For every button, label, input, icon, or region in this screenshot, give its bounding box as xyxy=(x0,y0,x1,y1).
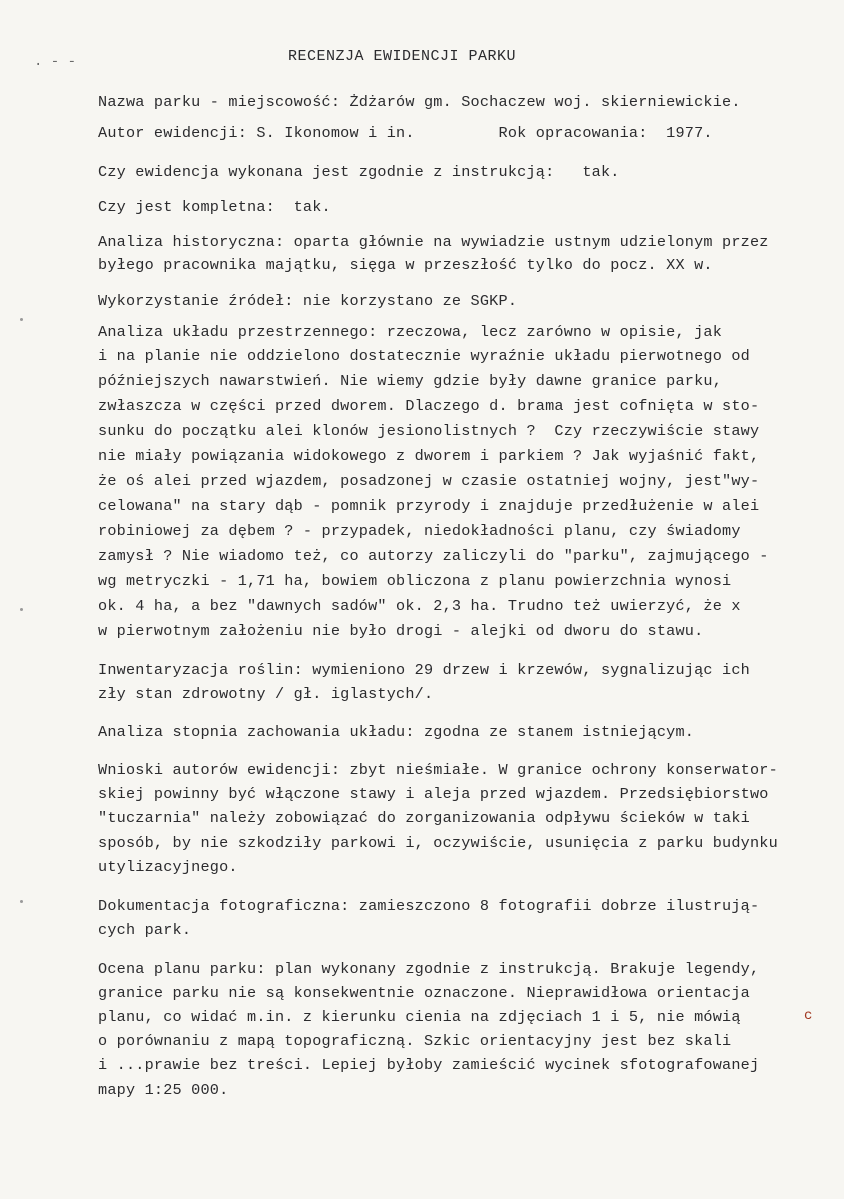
text-line: wg metryczki - 1,71 ha, bowiem obliczona z planu powierzchnia wynosi xyxy=(98,572,732,590)
margin-dot xyxy=(20,900,23,903)
text-line-complete: Czy jest kompletna: tak. xyxy=(98,198,331,216)
text-line: i ...prawie bez treści. Lepiej byłoby zamieścić wycinek sfotografowanej xyxy=(98,1056,760,1074)
text-line: zamysł ? Nie wiadomo też, co autorzy zaliczyli do "parku", zajmującego - xyxy=(98,547,769,565)
text-line: Analiza historyczna: oparta głównie na wywiadzie ustnym udzielonym przez xyxy=(98,233,769,251)
corner-mark: . - - xyxy=(34,54,77,70)
text-line: i na planie nie oddzielono dostatecznie wyraźnie układu pierwotnego od xyxy=(98,347,750,365)
text-line-instruction: Czy ewidencja wykonana jest zgodnie z instrukcją: tak. xyxy=(98,163,620,181)
text-line: planu, co widać m.in. z kierunku cienia na zdjęciach 1 i 5, nie mówią xyxy=(98,1008,741,1026)
text-line: sunku do początku alei klonów jesionolistnych ? Czy rzeczywiście stawy xyxy=(98,422,760,440)
text-line: granice parku nie są konsekwentnie oznaczone. Nieprawidłowa orientacja xyxy=(98,984,750,1002)
text-line: Inwentaryzacja roślin: wymieniono 29 drzew i krzewów, sygnalizując ich xyxy=(98,661,750,679)
text-line: byłego pracownika majątku, sięga w przeszłość tylko do pocz. XX w. xyxy=(98,256,713,274)
text-line: mapy 1:25 000. xyxy=(98,1081,229,1099)
text-line-park-name: Nazwa parku - miejscowość: Żdżarów gm. Sochaczew woj. skierniewickie. xyxy=(98,93,741,111)
text-line: Analiza układu przestrzennego: rzeczowa, lecz zarówno w opisie, jak xyxy=(98,323,723,341)
text-line: ok. 4 ha, a bez "dawnych sadów" ok. 2,3 ha. Trudno też uwierzyć, że x xyxy=(98,597,741,615)
text-line: w pierwotnym założeniu nie było drogi - alejki od dworu do stawu. xyxy=(98,622,704,640)
text-line: Wykorzystanie źródeł: nie korzystano ze SGKP. xyxy=(98,292,518,310)
text-line: zwłaszcza w części przed dworem. Dlaczego d. brama jest cofnięta w sto- xyxy=(98,397,760,415)
text-line: robiniowej za dębem ? - przypadek, niedokładności planu, czy świadomy xyxy=(98,522,741,540)
handwritten-correction: c xyxy=(804,1008,813,1024)
text-line: Wnioski autorów ewidencji: zbyt nieśmiałe. W granice ochrony konserwator- xyxy=(98,761,778,779)
text-line: Analiza stopnia zachowania układu: zgodna ze stanem istniejącym. xyxy=(98,723,695,741)
text-line: że oś alei przed wjazdem, posadzonej w czasie ostatniej wojny, jest"wy- xyxy=(98,472,760,490)
text-line: Ocena planu parku: plan wykonany zgodnie z instrukcją. Brakuje legendy, xyxy=(98,960,760,978)
text-line: nie miały powiązania widokowego z dworem i parkiem ? Jak wyjaśnić fakt, xyxy=(98,447,760,465)
text-line: zły stan zdrowotny / gł. iglastych/. xyxy=(98,685,434,703)
text-line: o porównaniu z mapą topograficzną. Szkic orientacyjny jest bez skali xyxy=(98,1032,732,1050)
text-line: "tuczarnia" należy zobowiązać do zorganizowania odpływu ścieków w taki xyxy=(98,809,750,827)
document-title: RECENZJA EWIDENCJI PARKU xyxy=(288,48,517,65)
text-line: utylizacyjnego. xyxy=(98,858,238,876)
text-line: sposób, by nie szkodziły parkowi i, oczywiście, usunięcia z parku budynku xyxy=(98,834,778,852)
text-line: Dokumentacja fotograficzna: zamieszczono 8 fotografii dobrze ilustrują- xyxy=(98,897,760,915)
text-line-author: Autor ewidencji: S. Ikonomow i in. Rok opracowania: 1977. xyxy=(98,124,713,142)
margin-dot xyxy=(20,608,23,611)
text-line: późniejszych nawarstwień. Nie wiemy gdzie były dawne granice parku, xyxy=(98,372,723,390)
text-line: skiej powinny być włączone stawy i aleja przed wjazdem. Przedsiębiorstwo xyxy=(98,785,769,803)
text-line: cych park. xyxy=(98,921,192,939)
margin-dot xyxy=(20,318,23,321)
text-line: celowana" na stary dąb - pomnik przyrody i znajduje przedłużenie w alei xyxy=(98,497,760,515)
